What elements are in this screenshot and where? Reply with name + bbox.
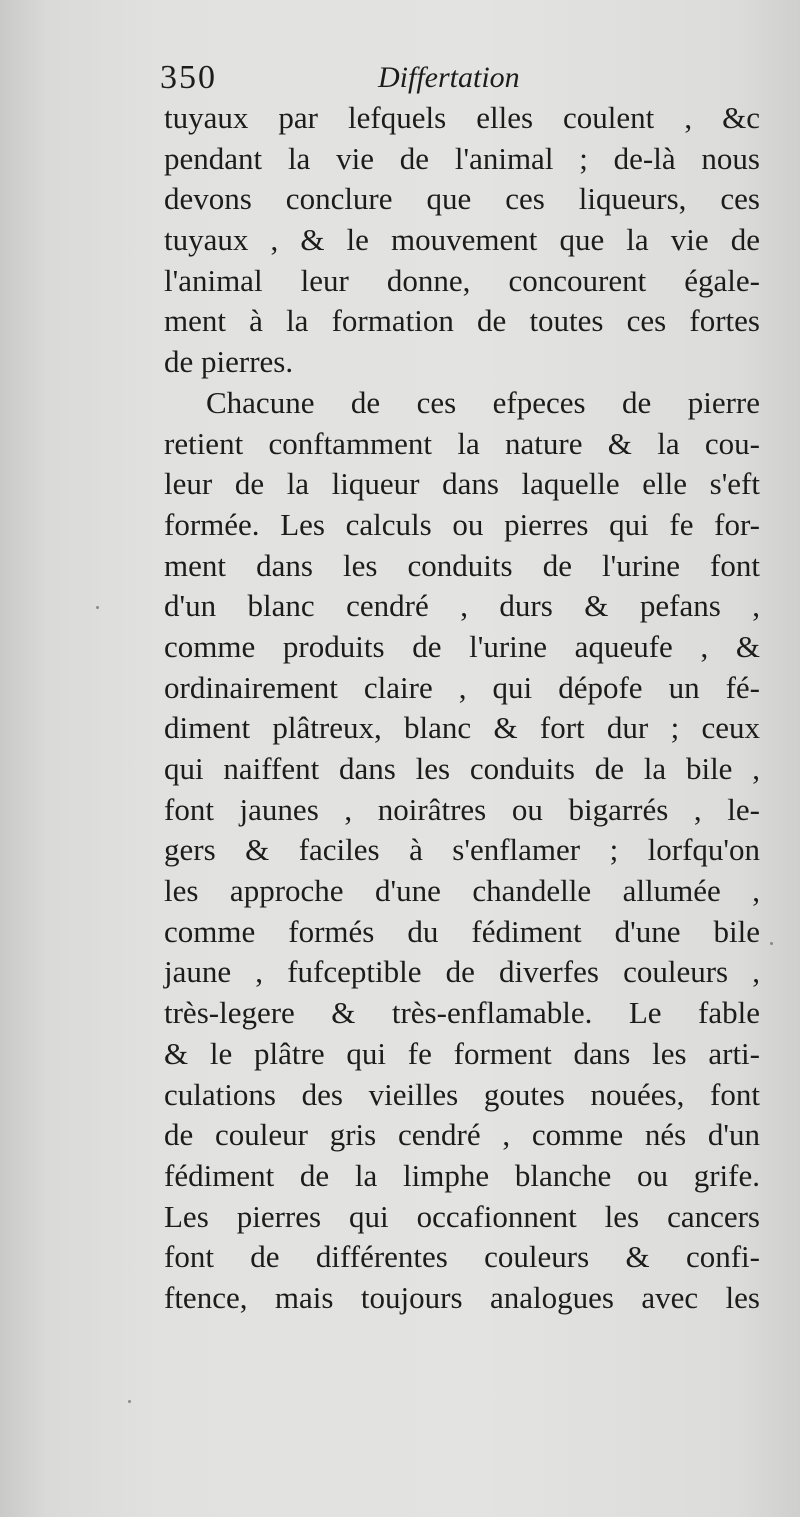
text-line: d'un blanc cendré , durs & pefans , (164, 588, 760, 624)
text-line: comme formés du fédiment d'une bile (164, 913, 760, 949)
text-line: les approche d'une chandelle allumée , (164, 873, 760, 909)
text-line: ment à la formation de toutes ces fortes (164, 303, 760, 339)
text-line: qui naiffent dans les conduits de la bile , (164, 751, 760, 786)
text-line: gers & faciles à s'enflamer ; lorfqu'on (164, 832, 760, 868)
text-line: fédiment de la limphe blanche ou grife. (164, 1157, 760, 1193)
text-line: comme produits de l'urine aqueufe , & (164, 628, 760, 664)
text-line: jaune , fufceptible de diverfes couleurs , (164, 954, 760, 990)
text-line: retient conftamment la nature & la cou- (164, 425, 760, 461)
paper-speck (128, 1400, 131, 1403)
text-line: diment plâtreux, blanc & fort dur ; ceux (164, 710, 760, 746)
text-line: leur de la liqueur dans laquelle elle s'eft (164, 466, 760, 502)
text-line: tuyaux , & le mouvement que la vie de (164, 222, 760, 258)
text-line: très-legere & très-enflamable. Le fable (164, 995, 760, 1031)
text-line: font de différentes couleurs & confi- (164, 1239, 760, 1275)
text-line: font jaunes , noirâtres ou bigarrés , le- (164, 791, 760, 827)
text-line: de couleur gris cendré , comme nés d'un (164, 1117, 760, 1153)
text-line: ment dans les conduits de l'urine font (164, 547, 760, 583)
text-line: de pierres. (164, 344, 294, 380)
text-line: tuyaux par lefquels elles coulent , &c (164, 100, 760, 135)
paper-speck (96, 606, 99, 609)
text-line: Les pierres qui occafionnent les cancers (164, 1198, 760, 1234)
page-header (160, 56, 760, 100)
text-line: ftence, mais toujours analogues avec les (164, 1279, 760, 1315)
text-line: culations des vieilles goutes nouées, font (164, 1076, 760, 1112)
body-text (164, 98, 760, 1319)
text-line: & le plâtre qui fe forment dans les arti- (164, 1035, 760, 1071)
text-line: ordinairement claire , qui dépofe un fé- (164, 669, 760, 705)
running-title: Differtation (378, 61, 520, 94)
page-number: 350 (160, 59, 217, 96)
text-line: devons conclure que ces liqueurs, ces (164, 181, 760, 217)
text-line: pendant la vie de l'animal ; de-là nous (164, 140, 760, 176)
text-line: formée. Les calculs ou pierres qui fe for- (164, 506, 760, 542)
text-line: l'animal leur donne, concourent égale- (164, 262, 760, 298)
paper-speck (770, 942, 773, 945)
text-line: Chacune de ces efpeces de pierre (206, 384, 760, 420)
